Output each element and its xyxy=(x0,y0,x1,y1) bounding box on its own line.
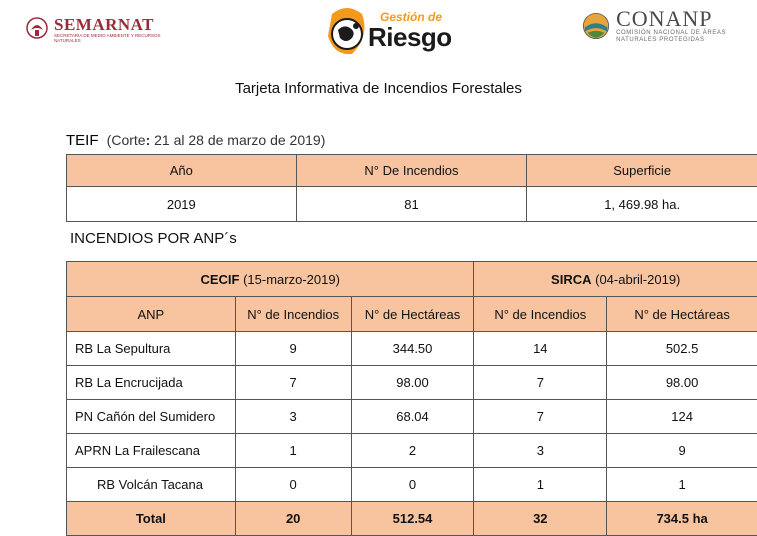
cecif-label: CECIF xyxy=(200,272,239,287)
cecif-fires: 9 xyxy=(235,332,351,366)
sirca-fires: 14 xyxy=(474,332,607,366)
total-label: Total xyxy=(67,502,236,536)
summary-area: 1, 469.98 ha. xyxy=(527,187,757,222)
conanp-logo xyxy=(582,6,757,46)
cecif-date: (15-marzo-2019) xyxy=(239,272,339,287)
header-area: Superficie xyxy=(527,155,757,187)
globe-fire-icon xyxy=(322,6,372,58)
sirca-date: (04-abril-2019) xyxy=(592,272,681,287)
document-title: Tarjeta Informativa de Incendios Forestales xyxy=(0,80,757,97)
anp-name: RB La Sepultura xyxy=(67,332,236,366)
subheader-sirca-fires: N° de Incendios xyxy=(474,297,607,332)
table-row xyxy=(67,434,757,468)
sirca-hectares: 9 xyxy=(607,434,757,468)
subheader-cecif-fires: N° de Incendios xyxy=(235,297,351,332)
anp-subheader-row xyxy=(67,297,757,332)
cecif-fires: 3 xyxy=(235,400,351,434)
subheader-sirca-hectares: N° de Hectáreas xyxy=(607,297,757,332)
header-year: Año xyxy=(67,155,297,187)
conanp-title: CONANP xyxy=(616,8,757,30)
summary-fires: 81 xyxy=(296,187,527,222)
summary-row xyxy=(67,187,757,222)
cecif-fires: 0 xyxy=(235,468,351,502)
table-row xyxy=(67,468,757,502)
anp-name: RB La Encrucijada xyxy=(67,366,236,400)
corte-prefix: (Corte xyxy=(107,132,146,148)
sirca-hectares: 98.00 xyxy=(607,366,757,400)
total-sirca-fires: 32 xyxy=(474,502,607,536)
summary-header-row xyxy=(67,155,757,187)
header-fires: N° De Incendios xyxy=(296,155,527,187)
riesgo-small-text: Gestión de xyxy=(380,10,442,24)
subheader-anp: ANP xyxy=(67,297,236,332)
semarnat-logo xyxy=(26,16,164,50)
table-row xyxy=(67,366,757,400)
subheader-cecif-hectares: N° de Hectáreas xyxy=(351,297,474,332)
conanp-subtitle: COMISIÓN NACIONAL DE ÁREAS NATURALES PROTEGIDAS xyxy=(616,30,757,44)
anp-name: PN Cañón del Sumidero xyxy=(67,400,236,434)
cecif-hectares: 344.50 xyxy=(351,332,474,366)
anp-group-header-row xyxy=(67,262,757,297)
sirca-fires: 1 xyxy=(474,468,607,502)
summary-year: 2019 xyxy=(67,187,297,222)
conanp-emblem-icon xyxy=(582,6,610,46)
sirca-hectares: 1 xyxy=(607,468,757,502)
sirca-fires: 7 xyxy=(474,366,607,400)
sirca-header xyxy=(474,262,757,297)
total-row xyxy=(67,502,757,536)
total-cecif-fires: 20 xyxy=(235,502,351,536)
cecif-hectares: 0 xyxy=(351,468,474,502)
teif-corte xyxy=(107,132,326,148)
teif-label: TEIF xyxy=(66,132,99,149)
anp-name: APRN La Frailescana xyxy=(67,434,236,468)
sirca-fires: 7 xyxy=(474,400,607,434)
sirca-hectares: 502.5 xyxy=(607,332,757,366)
eagle-emblem-icon xyxy=(26,16,48,42)
anp-name: RB Volcán Tacana xyxy=(67,468,236,502)
total-cecif-hectares: 512.54 xyxy=(351,502,474,536)
cecif-hectares: 2 xyxy=(351,434,474,468)
cecif-hectares: 68.04 xyxy=(351,400,474,434)
sirca-fires: 3 xyxy=(474,434,607,468)
cecif-fires: 7 xyxy=(235,366,351,400)
corte-dates: 21 al 28 de marzo de 2019) xyxy=(150,132,325,148)
cecif-fires: 1 xyxy=(235,434,351,468)
gestion-de-riesgo-logo xyxy=(322,6,472,58)
sirca-hectares: 124 xyxy=(607,400,757,434)
table-row xyxy=(67,332,757,366)
table-row xyxy=(67,400,757,434)
cecif-header xyxy=(67,262,474,297)
anp-heading: INCENDIOS POR ANP´s xyxy=(70,230,237,247)
semarnat-subtitle: SECRETARÍA DE MEDIO AMBIENTE Y RECURSOS NATURALES xyxy=(54,33,164,43)
cecif-hectares: 98.00 xyxy=(351,366,474,400)
anp-table xyxy=(66,261,757,536)
riesgo-main-text: Riesgo xyxy=(368,22,452,53)
teif-line xyxy=(66,132,325,149)
summary-table xyxy=(66,154,757,222)
total-sirca-hectares: 734.5 ha xyxy=(607,502,757,536)
semarnat-title: SEMARNAT xyxy=(54,16,164,33)
sirca-label: SIRCA xyxy=(551,272,591,287)
corte-colon: : xyxy=(146,132,151,148)
